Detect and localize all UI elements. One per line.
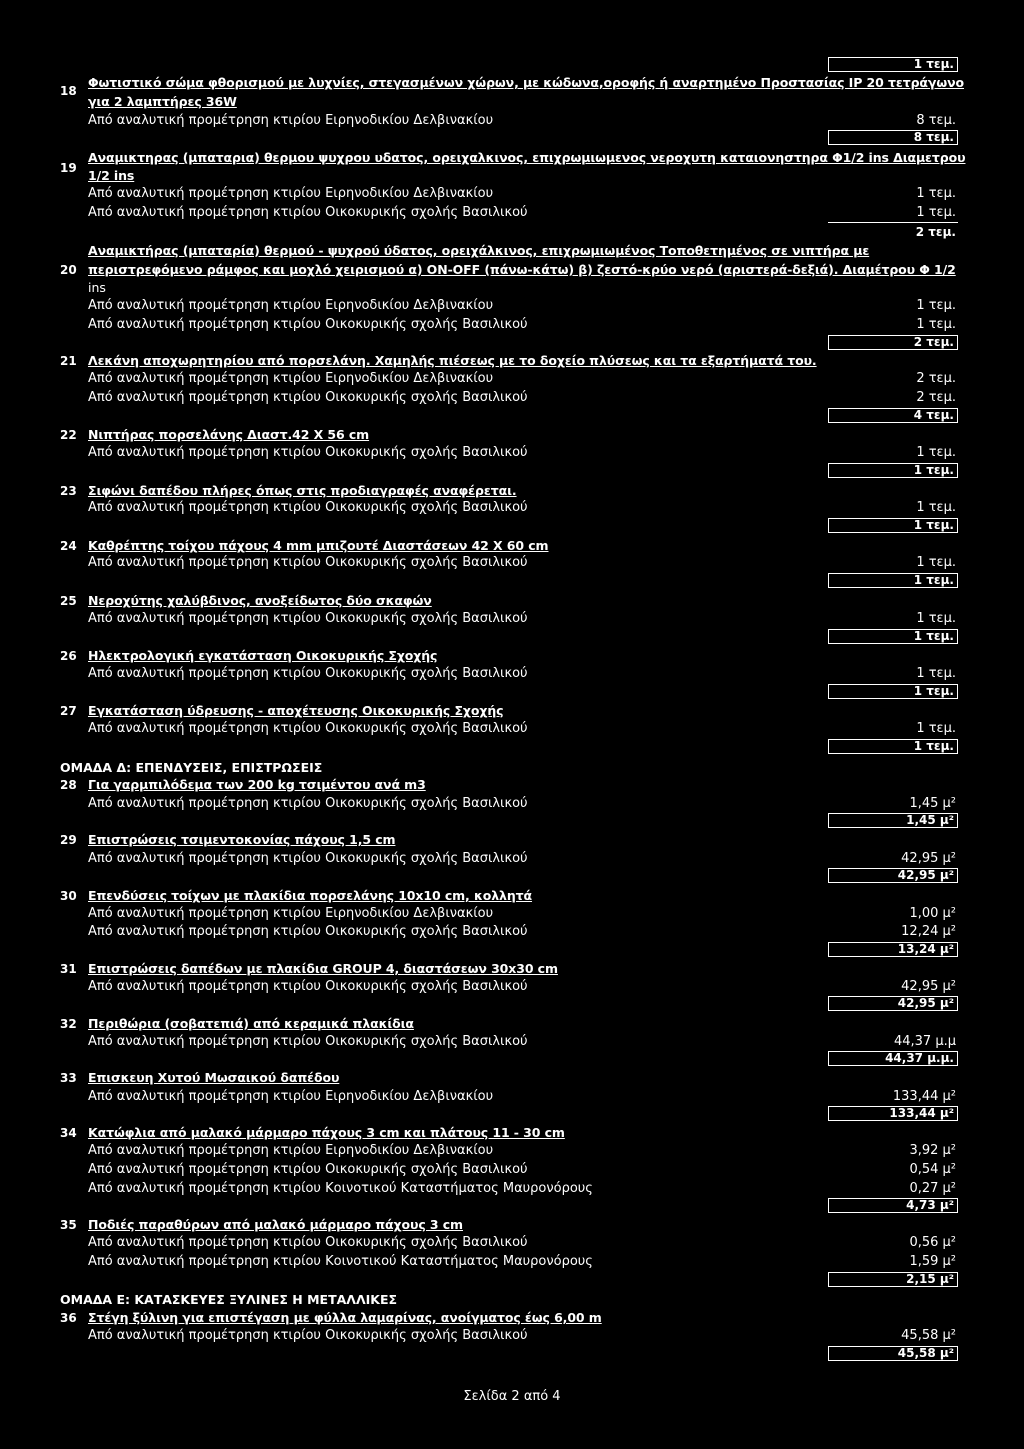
item-title: Αναμικτήρας (μπαταρία) θερμού - ψυχρού ύδατος, ορειχάλκινος, επιχρωμιωμένος Τοποθετημένος σε νιπτήρα με [88,243,870,258]
item-qty: 0,27 μ² [909,1181,956,1196]
item-total-box: 133,44 μ² [828,1106,958,1121]
item-total-box: 2,15 μ² [828,1272,958,1287]
item-qty: 133,44 μ² [892,1089,956,1104]
item-source: Από αναλυτική προμέτρηση κτιρίου Ειρηνοδικίου Δελβινακίου [88,906,494,921]
item-source: Από αναλυτική προμέτρηση κτιρίου Οικοκυρικής σχολής Βασιλικού [88,390,528,405]
item-source: Από αναλυτική προμέτρηση κτιρίου Οικοκυρικής σχολής Βασιλικού [88,555,528,570]
item-title: Νεροχύτης χαλύβδινος, ανοξείδωτος δύο σκαφών [88,593,432,608]
item-qty: 0,54 μ² [909,1162,956,1177]
item-total-box: 42,95 μ² [828,868,958,883]
item-source: Από αναλυτική προμέτρηση κτιρίου Οικοκυρικής σχολής Βασιλικού [88,500,528,515]
item-title: ins [88,280,106,295]
item-title: Επιστρώσεις τσιμεντοκονίας πάχους 1,5 cm [88,832,396,847]
item-source: Από αναλυτική προμέτρηση κτιρίου Οικοκυρικής σχολής Βασιλικού [88,317,528,332]
item-title: Επιστρώσεις δαπέδων με πλακίδια GROUP 4, διαστάσεων 30x30 cm [88,961,558,976]
item-qty: 3,92 μ² [909,1143,956,1158]
item-title: για 2 λαμπτήρες 36W [88,94,237,109]
item-title: Λεκάνη αποχωρητηρίου από πορσελάνη. Χαμηλής πιέσεως με το δοχείο πλύσεως και τα εξαρτήματά του. [88,353,817,368]
item-qty: 42,95 μ² [901,851,956,866]
item-qty: 1,59 μ² [909,1254,956,1269]
item-source: Από αναλυτική προμέτρηση κτιρίου Ειρηνοδικίου Δελβινακίου [88,186,494,201]
item-number: 25 [60,594,77,608]
item-title: Σιφώνι δαπέδου πλήρες όπως στις προδιαγραφές αναφέρεται. [88,483,517,498]
item-total-box: 44,37 μ.μ. [828,1051,958,1066]
item-source: Από αναλυτική προμέτρηση κτιρίου Οικοκυρικής σχολής Βασιλικού [88,1328,528,1343]
group-heading: ΟΜΑΔΑ Ε: ΚΑΤΑΣΚΕΥΕΣ ΞΥΛΙΝΕΣ Η ΜΕΤΑΛΛΙΚΕΣ [60,1292,398,1307]
item-total-box: 1 τεμ. [828,629,958,644]
item-qty: 42,95 μ² [901,979,956,994]
item-qty: 1,00 μ² [909,906,956,921]
item-number: 29 [60,833,77,847]
item-title: Στέγη ξύλινη για επιστέγαση με φύλλα λαμαρίνας, ανοίγματος έως 6,00 m [88,1310,602,1325]
item-title: Ηλεκτρολογική εγκατάσταση Οικοκυρικής Σχοχής [88,648,438,663]
item-qty: 1 τεμ. [916,317,956,332]
item-source: Από αναλυτική προμέτρηση κτιρίου Οικοκυρικής σχολής Βασιλικού [88,611,528,626]
item-source: Από αναλυτική προμέτρηση κτιρίου Οικοκυρικής σχολής Βασιλικού [88,1034,528,1049]
item-title: Επενδύσεις τοίχων με πλακίδια πορσελάνης 10x10 cm, κολλητά [88,888,533,903]
item-source: Από αναλυτική προμέτρηση κτιρίου Οικοκυρικής σχολής Βασιλικού [88,721,528,736]
item-total-box: 2 τεμ. [828,335,958,350]
item-title: Περιθώρια (σοβατεπιά) από κεραμικά πλακίδια [88,1016,414,1031]
item-qty: 1 τεμ. [916,666,956,681]
item-source: Από αναλυτική προμέτρηση κτιρίου Οικοκυρικής σχολής Βασιλικού [88,1235,528,1250]
item-number: 18 [60,84,77,98]
item-source: Από αναλυτική προμέτρηση κτιρίου Ειρηνοδικίου Δελβινακίου [88,1089,494,1104]
item-source: Από αναλυτική προμέτρηση κτιρίου Οικοκυρικής σχολής Βασιλικού [88,796,528,811]
item-total-box: 42,95 μ² [828,996,958,1011]
item-total-box: 1 τεμ. [828,573,958,588]
item-total-box: 8 τεμ. [828,130,958,145]
item-qty: 1 τεμ. [916,205,956,220]
item-source: Από αναλυτική προμέτρηση κτιρίου Οικοκυρικής σχολής Βασιλικού [88,666,528,681]
item-qty: 45,58 μ² [901,1328,956,1343]
item-title: 1/2 ins [88,168,135,183]
item-qty: 0,56 μ² [909,1235,956,1250]
item-qty: 1 τεμ. [916,186,956,201]
item-number: 21 [60,354,77,368]
item-qty: 2 τεμ. [916,371,956,386]
item-number: 32 [60,1017,77,1031]
item-source: Από αναλυτική προμέτρηση κτιρίου Οικοκυρικής σχολής Βασιλικού [88,1162,528,1177]
item-qty: 1 τεμ. [916,721,956,736]
item-title: Νιπτήρας πορσελάνης Διαστ.42 Χ 56 cm [88,427,370,442]
item-number: 34 [60,1126,77,1140]
item-number: 33 [60,1071,77,1085]
item-source: Από αναλυτική προμέτρηση κτιρίου Οικοκυρικής σχολής Βασιλικού [88,851,528,866]
item-number: 28 [60,778,77,792]
item-title: Αναμικτηρας (μπαταρια) θερμου ψυχρου υδατος, ορειχαλκινος, επιχρωμιωμενος νεροχυτη καταιονηστηρα Φ1/2 ins Διαμετρου [88,150,966,165]
item-source: Από αναλυτική προμέτρηση κτιρίου Κοινοτικού Καταστήματος Μαυρονόρους [88,1254,593,1269]
item-title: περιστρεφόμενο ράμφος και μοχλό χειρισμού α) ON-OFF (πάνω-κάτω) β) ζεστό-κρύο νερό (αριστερά-δεξιά). Διαμέτρου Φ 1/2 [88,262,956,277]
item-total: 2 τεμ. [915,225,956,239]
item-source: Από αναλυτική προμέτρηση κτιρίου Ειρηνοδικίου Δελβινακίου [88,371,494,386]
item-total-box: 4,73 μ² [828,1198,958,1213]
page-footer: Σελίδα 2 από 4 [463,1389,561,1404]
item-number: 30 [60,889,77,903]
item-title: Για γαρμπιλόδεμα των 200 kg τσιμέντου ανά m3 [88,777,426,792]
item-qty: 12,24 μ² [901,924,956,939]
item-qty: 8 τεμ. [916,113,956,128]
item-number: 24 [60,539,77,553]
item-number: 31 [60,962,77,976]
item-title: Φωτιστικό σώμα φθορισμού με λυχνίες, στεγασμένων χώρων, με κώδωνα,οροφής ή αναρτημένο Προστασίας IP 20 τετράγωνο [88,75,964,90]
item-total-box: 1 τεμ. [828,739,958,754]
top-total-box: 1 τεμ. [828,57,958,72]
item-total-box: 1,45 μ² [828,813,958,828]
item-total-box: 13,24 μ² [828,942,958,957]
item-title: Εγκατάσταση ύδρευσης - αποχέτευσης Οικοκυρικής Σχοχής [88,703,504,718]
item-title: Επισκευη Χυτού Μωσαικού δαπέδου [88,1070,340,1085]
item-number: 23 [60,484,77,498]
item-title: Καθρέπτης τοίχου πάχους 4 mm μπιζουτέ Διαστάσεων 42 Χ 60 cm [88,538,549,553]
item-source: Από αναλυτική προμέτρηση κτιρίου Ειρηνοδικίου Δελβινακίου [88,1143,494,1158]
item-source: Από αναλυτική προμέτρηση κτιρίου Οικοκυρικής σχολής Βασιλικού [88,205,528,220]
item-number: 19 [60,161,77,175]
item-number: 35 [60,1218,77,1232]
item-number: 20 [60,263,77,277]
item-source: Από αναλυτική προμέτρηση κτιρίου Ειρηνοδικίου Δελβινακίου [88,298,494,313]
item-source: Από αναλυτική προμέτρηση κτιρίου Οικοκυρικής σχολής Βασιλικού [88,445,528,460]
item-number: 26 [60,649,77,663]
item-source: Από αναλυτική προμέτρηση κτιρίου Οικοκυρικής σχολής Βασιλικού [88,979,528,994]
item-qty: 1 τεμ. [916,500,956,515]
item-title: Ποδιές παραθύρων από μαλακό μάρμαρο πάχους 3 cm [88,1217,463,1232]
item-total-box: 4 τεμ. [828,408,958,423]
group-heading: ΟΜΑΔΑ Δ: ΕΠΕΝΔΥΣΕΙΣ, ΕΠΙΣΤΡΩΣΕΙΣ [60,760,323,775]
item-source: Από αναλυτική προμέτρηση κτιρίου Κοινοτικού Καταστήματος Μαυρονόρους [88,1181,593,1196]
item-source: Από αναλυτική προμέτρηση κτιρίου Ειρηνοδικίου Δελβινακίου [88,113,494,128]
item-source: Από αναλυτική προμέτρηση κτιρίου Οικοκυρικής σχολής Βασιλικού [88,924,528,939]
item-qty: 44,37 μ.μ [893,1034,956,1049]
item-total-box: 45,58 μ² [828,1346,958,1361]
subtotal-rule [828,222,958,223]
item-number: 27 [60,704,77,718]
item-total-box: 1 τεμ. [828,518,958,533]
item-qty: 1 τεμ. [916,611,956,626]
item-qty: 1 τεμ. [916,298,956,313]
item-qty: 1,45 μ² [909,796,956,811]
item-qty: 1 τεμ. [916,555,956,570]
item-title: Κατώφλια από μαλακό μάρμαρο πάχους 3 cm και πλάτους 11 - 30 cm [88,1125,565,1140]
item-qty: 2 τεμ. [916,390,956,405]
item-number: 22 [60,428,77,442]
item-qty: 1 τεμ. [916,445,956,460]
item-total-box: 1 τεμ. [828,684,958,699]
item-total-box: 1 τεμ. [828,463,958,478]
item-number: 36 [60,1311,77,1325]
